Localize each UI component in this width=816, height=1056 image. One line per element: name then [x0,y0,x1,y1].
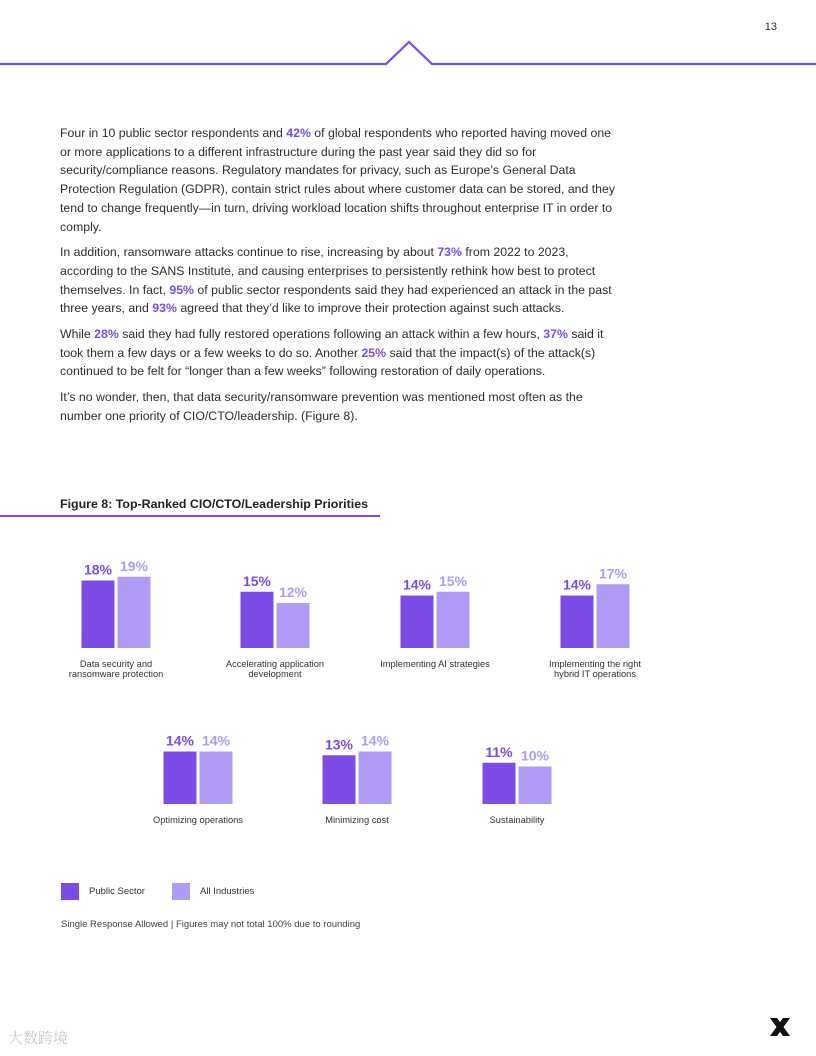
data-label-public-sector: 18% [83,561,113,578]
chart-category-group [153,733,243,826]
category-label: development [248,669,302,679]
body-text [60,124,625,433]
chart-category-group [549,565,641,679]
bar-public-sector [561,596,594,649]
data-label-public-sector: 14% [165,732,195,749]
highlight-stat: 73% [437,245,462,260]
category-label: Accelerating application [225,659,325,669]
bar-all-industries [118,577,151,648]
figure-title-underline [0,515,380,517]
category-label: Implementing AI strategies [380,659,490,669]
bar-all-industries [359,752,392,805]
body-text-run: of public sector respondents said they had experienced an attack in the past three years, and [60,282,612,316]
category-label: ransomware protection [68,669,164,679]
data-label-all-industries: 12% [278,584,308,600]
highlight-stat: 42% [286,126,311,140]
data-label-all-industries: 14% [201,732,231,749]
body-text-run: Four in 10 public sector respondents and [60,126,287,140]
data-label-all-industries: 19% [119,557,149,574]
body-text-run: agreed that they’d like to improve their protection against such attacks. [176,301,565,316]
bar-all-industries [519,767,552,805]
legend-label-all-industries: All Industries [200,886,255,898]
figure-title: Figure 8: Top-Ranked CIO/CTO/Leadership Priorities [60,497,368,511]
highlight-stat: 95% [169,282,194,297]
category-label: Optimizing operations [153,815,243,825]
body-text-run: from 2022 to 2023, according to the SANS Institute, and causing enterprises to persistently rethink how best to protect themselves. In fact, [60,245,596,297]
highlight-stat: 37% [543,327,568,342]
chart-category-group [483,744,552,825]
body-text-run: said it took them a few days or a few weeks to do so. Another [60,327,604,360]
bar-public-sector [241,592,274,648]
body-paragraph [60,325,625,381]
watermark-text: 大数跨境 [8,1030,69,1047]
legend-item-all-industries [172,883,254,900]
data-label-public-sector: 14% [402,576,432,593]
body-paragraph [60,124,625,236]
legend-swatch-public-sector [61,883,79,900]
bar-public-sector [401,596,434,649]
chart-category-group [69,558,164,679]
legend-item-public-sector [61,883,145,900]
chart-category-group [323,733,392,826]
data-label-public-sector: 14% [562,576,592,593]
body-paragraph [60,388,625,425]
data-label-all-industries: 14% [360,732,390,749]
brand-x-logo-icon [768,1016,792,1038]
data-label-all-industries: 17% [598,565,628,582]
category-label: Data security and [79,659,153,669]
highlight-stat: 28% [94,327,119,342]
body-text-run: said that the impact(s) of the attack(s) continued to be felt for “longer than a few weeks” following restoration of daily operations. [60,345,596,379]
bar-public-sector [323,755,356,804]
data-label-all-industries: 10% [520,747,550,764]
bar-all-industries [277,603,310,648]
bar-public-sector [164,752,197,805]
highlight-stat: 93% [152,301,177,316]
body-text-run: In addition, ransomware attacks continue to rise, increasing by about [60,245,438,260]
body-paragraph [60,243,625,318]
chart-footnote: Single Response Allowed | Figures may not total 100% due to rounding [61,919,361,930]
highlight-stat: 25% [361,345,387,360]
category-label: Implementing the right [549,659,641,669]
bar-public-sector [483,763,516,804]
page-number: 13 [764,21,777,33]
data-label-public-sector: 13% [324,736,354,753]
category-label: Minimizing cost [325,815,389,825]
bar-public-sector [82,581,115,649]
chart-category-group [226,573,324,679]
body-text-run: said they had fully restored operations following an attack within a few hours, [118,327,544,342]
data-label-all-industries: 15% [438,572,468,589]
body-text-run: It’s no wonder, then, that data security/ransomware prevention was mentioned most often as the number one priority of CIO/CTO/leadership. (Figure 8). [60,390,583,423]
data-label-public-sector: 15% [242,572,272,589]
body-text-run: While [60,327,95,342]
bar-all-industries [597,584,630,648]
data-label-public-sector: 11% [485,743,513,760]
bar-all-industries [437,592,470,648]
chart-category-group [380,573,490,669]
priorities-bar-chart [0,540,816,840]
legend-swatch-all-industries [172,883,190,900]
bar-all-industries [200,752,233,805]
header-divider [0,38,816,68]
category-label: Sustainability [489,815,545,825]
category-label: hybrid IT operations [554,669,636,679]
body-text-run: of global respondents who reported having moved one or more applications to a different infrastructure during the past year said they did so for security/compliance reasons. Regulatory mandates for privacy, such as Europe’s General Data Protection Regulation (GDPR), contain strict rules about where customer data can be stored, and they tend to change frequently—in turn, driving workload location shifts throughout enterprise IT in order to comply. [60,126,616,234]
legend-label-public-sector: Public Sector [89,886,145,898]
